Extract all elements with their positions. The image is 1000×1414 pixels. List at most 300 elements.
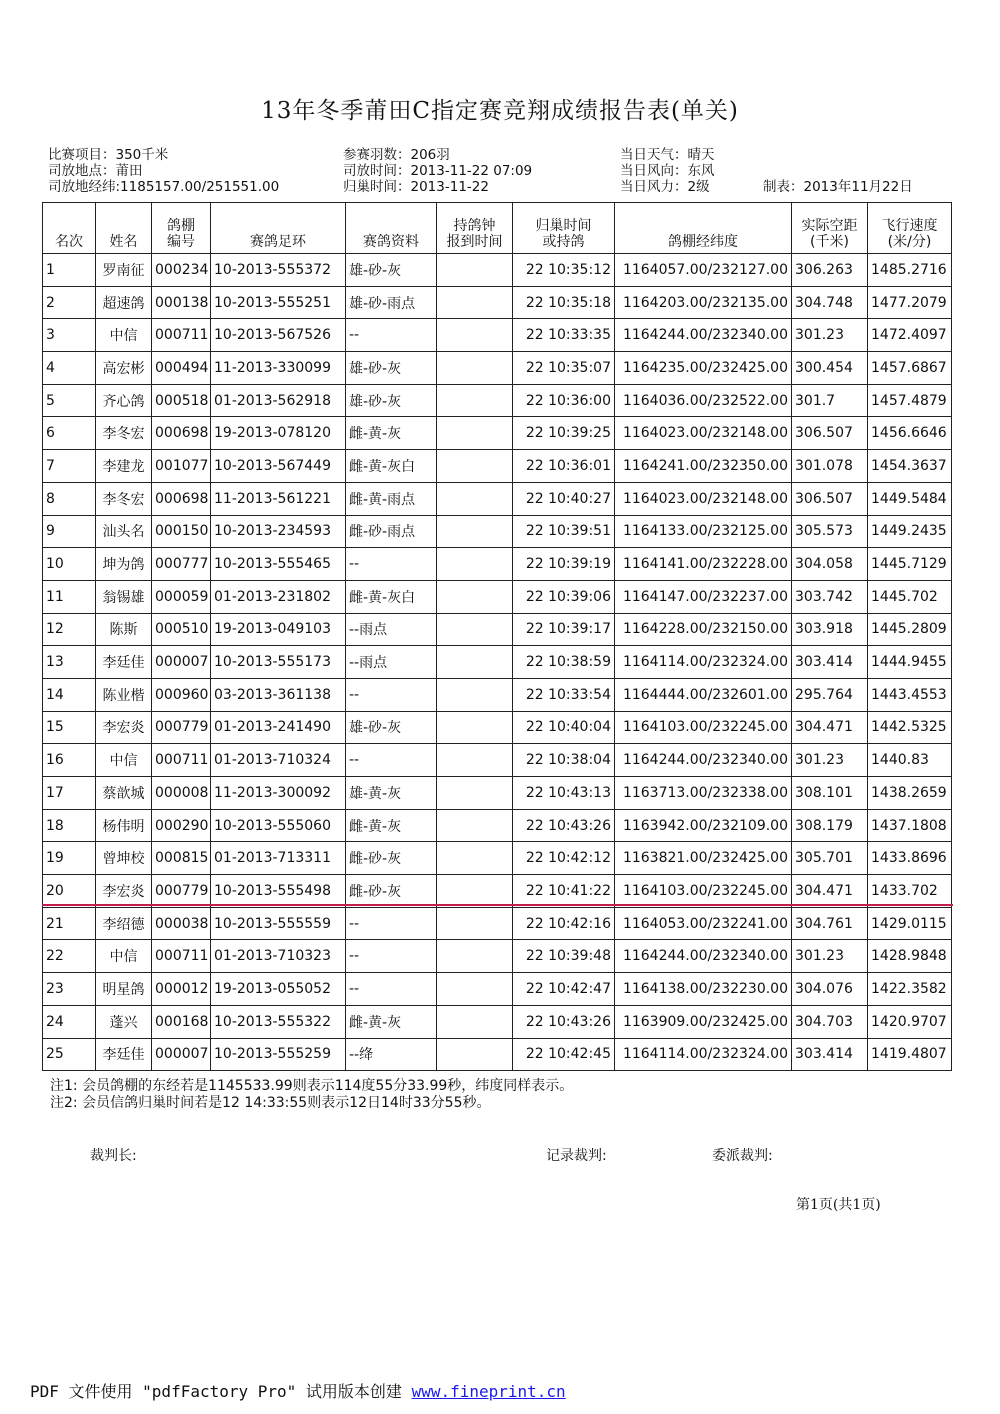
cell-rank: 5	[43, 384, 96, 417]
note-1: 注1: 会员鸽棚的东经若是1145533.99则表示114度55分33.99秒，纬度同样表示。	[50, 1078, 574, 1094]
cell-name: 曾坤校	[96, 842, 152, 875]
cell-distance: 306.507	[792, 482, 868, 515]
cell-clock	[437, 744, 513, 777]
cell-loft: 001077	[152, 450, 211, 483]
cell-coords: 1164244.00/232340.00	[615, 940, 792, 973]
cell-info: 雄-砂-灰	[346, 352, 437, 385]
cell-coords: 1164114.00/232324.00	[615, 646, 792, 679]
cell-return: 22 10:41:22	[513, 875, 615, 908]
cell-ring: 10-2013-567449	[211, 450, 346, 483]
cell-coords: 1164103.00/232245.00	[615, 711, 792, 744]
cell-clock	[437, 1038, 513, 1071]
table-row	[43, 777, 952, 810]
cell-rank: 1	[43, 254, 96, 287]
cell-loft: 000960	[152, 678, 211, 711]
cell-coords: 1164023.00/232148.00	[615, 482, 792, 515]
table-row	[43, 613, 952, 646]
cell-rank: 22	[43, 940, 96, 973]
chief-referee-label: 裁判长:	[90, 1148, 137, 1164]
cell-distance: 304.761	[792, 907, 868, 940]
cell-distance: 308.101	[792, 777, 868, 810]
cell-rank: 10	[43, 548, 96, 581]
cell-speed: 1438.2659	[868, 777, 952, 810]
cell-return: 22 10:35:12	[513, 254, 615, 287]
cell-speed: 1445.2809	[868, 613, 952, 646]
results-table	[42, 202, 952, 1071]
table-header-row	[43, 203, 952, 254]
col-speed-header: 飞行速度 (米/分)	[868, 203, 952, 254]
cell-name: 李冬宏	[96, 417, 152, 450]
table-row	[43, 319, 952, 352]
cell-ring: 03-2013-361138	[211, 678, 346, 711]
cell-return: 22 10:42:47	[513, 973, 615, 1006]
cell-return: 22 10:36:00	[513, 384, 615, 417]
cell-ring: 01-2013-710324	[211, 744, 346, 777]
cell-info: 雄-砂-灰	[346, 711, 437, 744]
cell-name: 杨伟明	[96, 809, 152, 842]
cell-name: 坤为鸽	[96, 548, 152, 581]
cell-ring: 10-2013-555322	[211, 1005, 346, 1038]
cell-loft: 000779	[152, 711, 211, 744]
cell-rank: 2	[43, 286, 96, 319]
table-row	[43, 1005, 952, 1038]
cell-ring: 10-2013-555259	[211, 1038, 346, 1071]
cell-distance: 304.471	[792, 875, 868, 908]
table-row	[43, 450, 952, 483]
cell-name: 李宏炎	[96, 875, 152, 908]
cell-name: 李廷佳	[96, 646, 152, 679]
notes	[50, 1078, 573, 1112]
cell-loft: 000234	[152, 254, 211, 287]
pdf-footer	[30, 1379, 566, 1402]
cell-distance: 308.179	[792, 809, 868, 842]
cell-coords: 1164203.00/232135.00	[615, 286, 792, 319]
cell-loft: 000711	[152, 319, 211, 352]
cell-distance: 303.742	[792, 580, 868, 613]
cell-rank: 18	[43, 809, 96, 842]
cell-distance: 301.078	[792, 450, 868, 483]
table-row	[43, 744, 952, 777]
cell-speed: 1485.2716	[868, 254, 952, 287]
cell-coords: 1163713.00/232338.00	[615, 777, 792, 810]
table-row	[43, 548, 952, 581]
cell-info: 雌-黄-灰	[346, 417, 437, 450]
cell-ring: 01-2013-710323	[211, 940, 346, 973]
cell-loft: 000007	[152, 646, 211, 679]
table-row	[43, 940, 952, 973]
cell-rank: 20	[43, 875, 96, 908]
cell-distance: 301.7	[792, 384, 868, 417]
table-row	[43, 384, 952, 417]
footer-link[interactable]: www.fineprint.cn	[411, 1382, 566, 1401]
cell-speed: 1428.9848	[868, 940, 952, 973]
cell-name: 李廷佳	[96, 1038, 152, 1071]
cell-speed: 1477.2079	[868, 286, 952, 319]
cell-rank: 23	[43, 973, 96, 1006]
cell-name: 李绍德	[96, 907, 152, 940]
cell-clock	[437, 940, 513, 973]
cell-loft: 000138	[152, 286, 211, 319]
cell-clock	[437, 613, 513, 646]
cell-clock	[437, 907, 513, 940]
meta-wind-direction: 当日风向：东风	[620, 163, 715, 179]
cell-clock	[437, 777, 513, 810]
cell-rank: 14	[43, 678, 96, 711]
cell-clock	[437, 384, 513, 417]
cell-ring: 11-2013-300092	[211, 777, 346, 810]
cell-loft: 000510	[152, 613, 211, 646]
col-info-header: 赛鸽资料	[346, 203, 437, 254]
cell-coords: 1164053.00/232241.00	[615, 907, 792, 940]
col-coords-header: 鸽棚经纬度	[615, 203, 792, 254]
table-body	[43, 254, 952, 1071]
cell-ring: 10-2013-234593	[211, 515, 346, 548]
cell-coords: 1164444.00/232601.00	[615, 678, 792, 711]
cell-info: --雨点	[346, 613, 437, 646]
cell-info: 雌-黄-灰白	[346, 580, 437, 613]
cell-info: 雄-砂-雨点	[346, 286, 437, 319]
cell-loft: 000150	[152, 515, 211, 548]
cell-clock	[437, 417, 513, 450]
cell-return: 22 10:39:25	[513, 417, 615, 450]
cell-speed: 1443.4553	[868, 678, 952, 711]
cell-distance: 303.918	[792, 613, 868, 646]
cell-name: 陈业楷	[96, 678, 152, 711]
cell-speed: 1429.0115	[868, 907, 952, 940]
cell-coords: 1164244.00/232340.00	[615, 319, 792, 352]
cell-name: 中信	[96, 940, 152, 973]
cell-coords: 1163942.00/232109.00	[615, 809, 792, 842]
cell-coords: 1164244.00/232340.00	[615, 744, 792, 777]
cell-speed: 1449.2435	[868, 515, 952, 548]
table-row	[43, 352, 952, 385]
cell-speed: 1437.1808	[868, 809, 952, 842]
cell-info: --	[346, 678, 437, 711]
cell-loft: 000518	[152, 384, 211, 417]
meta-column-1	[48, 147, 279, 195]
cell-loft: 000777	[152, 548, 211, 581]
meta-release-time: 司放时间：2013-11-22 07:09	[343, 163, 533, 179]
cell-loft: 000779	[152, 875, 211, 908]
cell-ring: 19-2013-078120	[211, 417, 346, 450]
cell-info: 雌-砂-灰	[346, 842, 437, 875]
cell-rank: 25	[43, 1038, 96, 1071]
col-rank-header: 名次	[43, 203, 96, 254]
cell-clock	[437, 1005, 513, 1038]
cell-info: 雌-黄-灰白	[346, 450, 437, 483]
cell-info: --	[346, 319, 437, 352]
cell-info: 雌-黄-雨点	[346, 482, 437, 515]
cell-ring: 11-2013-330099	[211, 352, 346, 385]
table-row	[43, 842, 952, 875]
cell-speed: 1433.8696	[868, 842, 952, 875]
cell-name: 李建龙	[96, 450, 152, 483]
cell-coords: 1164235.00/232425.00	[615, 352, 792, 385]
cell-return: 22 10:39:06	[513, 580, 615, 613]
cell-distance: 304.058	[792, 548, 868, 581]
table-row	[43, 973, 952, 1006]
cell-distance: 305.701	[792, 842, 868, 875]
table-row	[43, 711, 952, 744]
table-row	[43, 254, 952, 287]
cell-coords: 1164103.00/232245.00	[615, 875, 792, 908]
table-row	[43, 1038, 952, 1071]
cell-rank: 19	[43, 842, 96, 875]
cell-distance: 306.263	[792, 254, 868, 287]
cell-ring: 10-2013-555372	[211, 254, 346, 287]
table-row	[43, 286, 952, 319]
cell-clock	[437, 580, 513, 613]
cell-clock	[437, 809, 513, 842]
cell-return: 22 10:40:04	[513, 711, 615, 744]
cell-coords: 1164147.00/232237.00	[615, 580, 792, 613]
cell-return: 22 10:43:26	[513, 1005, 615, 1038]
cell-rank: 8	[43, 482, 96, 515]
page-title: 13年冬季莆田C指定赛竞翔成绩报告表(单关)	[261, 98, 739, 124]
cell-info: 雌-黄-灰	[346, 1005, 437, 1038]
cell-coords: 1164133.00/232125.00	[615, 515, 792, 548]
meta-column-2	[343, 147, 532, 195]
cell-loft: 000711	[152, 744, 211, 777]
cell-info: --	[346, 940, 437, 973]
cell-clock	[437, 286, 513, 319]
cell-name: 翁锡雄	[96, 580, 152, 613]
cell-name: 蔡歆城	[96, 777, 152, 810]
col-ring-header: 赛鸽足环	[211, 203, 346, 254]
qualifying-cutoff-line	[42, 904, 953, 906]
cell-info: --绛	[346, 1038, 437, 1071]
cell-clock	[437, 711, 513, 744]
cell-ring: 01-2013-241490	[211, 711, 346, 744]
cell-clock	[437, 319, 513, 352]
cell-distance: 304.471	[792, 711, 868, 744]
cell-distance: 301.23	[792, 744, 868, 777]
cell-info: 雄-砂-灰	[346, 384, 437, 417]
cell-rank: 11	[43, 580, 96, 613]
cell-distance: 300.454	[792, 352, 868, 385]
cell-distance: 301.23	[792, 940, 868, 973]
cell-return: 22 10:35:18	[513, 286, 615, 319]
meta-release-place: 司放地点：莆田	[48, 163, 143, 179]
cell-loft: 000815	[152, 842, 211, 875]
cell-return: 22 10:40:27	[513, 482, 615, 515]
cell-loft: 000698	[152, 417, 211, 450]
cell-name: 超速鸽	[96, 286, 152, 319]
cell-speed: 1433.702	[868, 875, 952, 908]
table-row	[43, 482, 952, 515]
cell-speed: 1472.4097	[868, 319, 952, 352]
meta-release-coords: 司放地经纬:1185157.00/251551.00	[48, 179, 280, 195]
cell-speed: 1449.5484	[868, 482, 952, 515]
cell-rank: 13	[43, 646, 96, 679]
cell-coords: 1163821.00/232425.00	[615, 842, 792, 875]
table-row	[43, 678, 952, 711]
cell-info: --	[346, 973, 437, 1006]
cell-ring: 01-2013-231802	[211, 580, 346, 613]
page-number: 第1页(共1页)	[796, 1197, 881, 1213]
cell-name: 李冬宏	[96, 482, 152, 515]
cell-speed: 1454.3637	[868, 450, 952, 483]
cell-loft: 000698	[152, 482, 211, 515]
cell-return: 22 10:42:16	[513, 907, 615, 940]
cell-distance: 303.414	[792, 646, 868, 679]
cell-return: 22 10:33:35	[513, 319, 615, 352]
cell-coords: 1164023.00/232148.00	[615, 417, 792, 450]
cell-speed: 1419.4807	[868, 1038, 952, 1071]
cell-return: 22 10:42:12	[513, 842, 615, 875]
meta-weather: 当日天气：晴天	[620, 147, 715, 163]
cell-rank: 3	[43, 319, 96, 352]
cell-name: 中信	[96, 744, 152, 777]
col-clock-header: 持鸽钟 报到时间	[437, 203, 513, 254]
cell-speed: 1442.5325	[868, 711, 952, 744]
cell-return: 22 10:38:04	[513, 744, 615, 777]
cell-ring: 10-2013-555498	[211, 875, 346, 908]
cell-return: 22 10:39:17	[513, 613, 615, 646]
cell-info: 雄-砂-灰	[346, 254, 437, 287]
cell-rank: 21	[43, 907, 96, 940]
cell-ring: 11-2013-561221	[211, 482, 346, 515]
table-row	[43, 809, 952, 842]
meta-event: 比赛项目：350千米	[48, 147, 169, 163]
table-row	[43, 417, 952, 450]
cell-clock	[437, 352, 513, 385]
cell-rank: 15	[43, 711, 96, 744]
cell-info: 雄-黄-灰	[346, 777, 437, 810]
cell-info: --	[346, 744, 437, 777]
recorder-referee-label: 记录裁判:	[546, 1148, 607, 1164]
cell-loft: 000168	[152, 1005, 211, 1038]
cell-ring: 10-2013-555173	[211, 646, 346, 679]
footer-text: PDF 文件使用 "pdfFactory Pro" 试用版本创建	[30, 1382, 412, 1401]
cell-info: --雨点	[346, 646, 437, 679]
cell-speed: 1457.6867	[868, 352, 952, 385]
cell-coords: 1164141.00/232228.00	[615, 548, 792, 581]
cell-speed: 1422.3582	[868, 973, 952, 1006]
table-row	[43, 580, 952, 613]
cell-return: 22 10:36:01	[513, 450, 615, 483]
cell-coords: 1164138.00/232230.00	[615, 973, 792, 1006]
meta-return-date: 归巢时间：2013-11-22	[343, 179, 489, 195]
cell-info: 雌-黄-灰	[346, 809, 437, 842]
cell-loft: 000008	[152, 777, 211, 810]
cell-loft: 000038	[152, 907, 211, 940]
cell-name: 中信	[96, 319, 152, 352]
cell-return: 22 10:38:59	[513, 646, 615, 679]
cell-loft: 000711	[152, 940, 211, 973]
table-row	[43, 646, 952, 679]
cell-loft: 000007	[152, 1038, 211, 1071]
table-row	[43, 907, 952, 940]
table-row	[43, 515, 952, 548]
cell-coords: 1164057.00/232127.00	[615, 254, 792, 287]
cell-speed: 1445.7129	[868, 548, 952, 581]
cell-return: 22 10:39:48	[513, 940, 615, 973]
cell-rank: 16	[43, 744, 96, 777]
cell-clock	[437, 646, 513, 679]
cell-ring: 10-2013-555060	[211, 809, 346, 842]
cell-info: 雌-砂-雨点	[346, 515, 437, 548]
cell-ring: 19-2013-049103	[211, 613, 346, 646]
cell-coords: 1163909.00/232425.00	[615, 1005, 792, 1038]
cell-return: 22 10:43:26	[513, 809, 615, 842]
cell-ring: 01-2013-562918	[211, 384, 346, 417]
meta-column-3	[620, 147, 715, 195]
cell-name: 李宏炎	[96, 711, 152, 744]
cell-ring: 10-2013-555559	[211, 907, 346, 940]
cell-distance: 305.573	[792, 515, 868, 548]
cell-ring: 01-2013-713311	[211, 842, 346, 875]
cell-speed: 1445.702	[868, 580, 952, 613]
delegate-referee-label: 委派裁判:	[712, 1148, 773, 1164]
cell-speed: 1440.83	[868, 744, 952, 777]
cell-name: 蓬兴	[96, 1005, 152, 1038]
cell-distance: 304.703	[792, 1005, 868, 1038]
cell-ring: 10-2013-555251	[211, 286, 346, 319]
cell-loft: 000290	[152, 809, 211, 842]
col-distance-header: 实际空距 (千米)	[792, 203, 868, 254]
cell-clock	[437, 482, 513, 515]
cell-loft: 000494	[152, 352, 211, 385]
cell-clock	[437, 678, 513, 711]
meta-maker: 制表：2013年11月22日	[763, 179, 913, 195]
note-2: 注2: 会员信鸽归巢时间若是12 14:33:55则表示12日14时33分55秒。	[50, 1095, 491, 1111]
cell-speed: 1456.6646	[868, 417, 952, 450]
cell-clock	[437, 973, 513, 1006]
cell-coords: 1164228.00/232150.00	[615, 613, 792, 646]
cell-name: 汕头名	[96, 515, 152, 548]
cell-clock	[437, 842, 513, 875]
cell-name: 齐心鸽	[96, 384, 152, 417]
meta-entries: 参赛羽数：206羽	[343, 147, 450, 163]
cell-rank: 9	[43, 515, 96, 548]
cell-info: 雌-砂-灰	[346, 875, 437, 908]
table-row	[43, 875, 952, 908]
cell-ring: 10-2013-567526	[211, 319, 346, 352]
cell-rank: 17	[43, 777, 96, 810]
cell-return: 22 10:33:54	[513, 678, 615, 711]
cell-coords: 1164036.00/232522.00	[615, 384, 792, 417]
cell-distance: 301.23	[792, 319, 868, 352]
cell-clock	[437, 875, 513, 908]
col-loft-header: 鸽棚 编号	[152, 203, 211, 254]
cell-name: 罗南征	[96, 254, 152, 287]
col-name-header: 姓名	[96, 203, 152, 254]
cell-distance: 303.414	[792, 1038, 868, 1071]
cell-distance: 306.507	[792, 417, 868, 450]
cell-return: 22 10:35:07	[513, 352, 615, 385]
cell-loft: 000059	[152, 580, 211, 613]
cell-rank: 6	[43, 417, 96, 450]
cell-return: 22 10:43:13	[513, 777, 615, 810]
cell-distance: 304.076	[792, 973, 868, 1006]
cell-ring: 10-2013-555465	[211, 548, 346, 581]
cell-name: 高宏彬	[96, 352, 152, 385]
cell-ring: 19-2013-055052	[211, 973, 346, 1006]
cell-return: 22 10:39:19	[513, 548, 615, 581]
cell-distance: 295.764	[792, 678, 868, 711]
cell-rank: 4	[43, 352, 96, 385]
cell-name: 明星鸽	[96, 973, 152, 1006]
cell-clock	[437, 548, 513, 581]
col-return-header: 归巢时间 或持鸽	[513, 203, 615, 254]
cell-clock	[437, 254, 513, 287]
cell-loft: 000012	[152, 973, 211, 1006]
cell-info: --	[346, 907, 437, 940]
meta-wind-force: 当日风力：2级	[620, 179, 710, 195]
cell-speed: 1444.9455	[868, 646, 952, 679]
cell-rank: 12	[43, 613, 96, 646]
